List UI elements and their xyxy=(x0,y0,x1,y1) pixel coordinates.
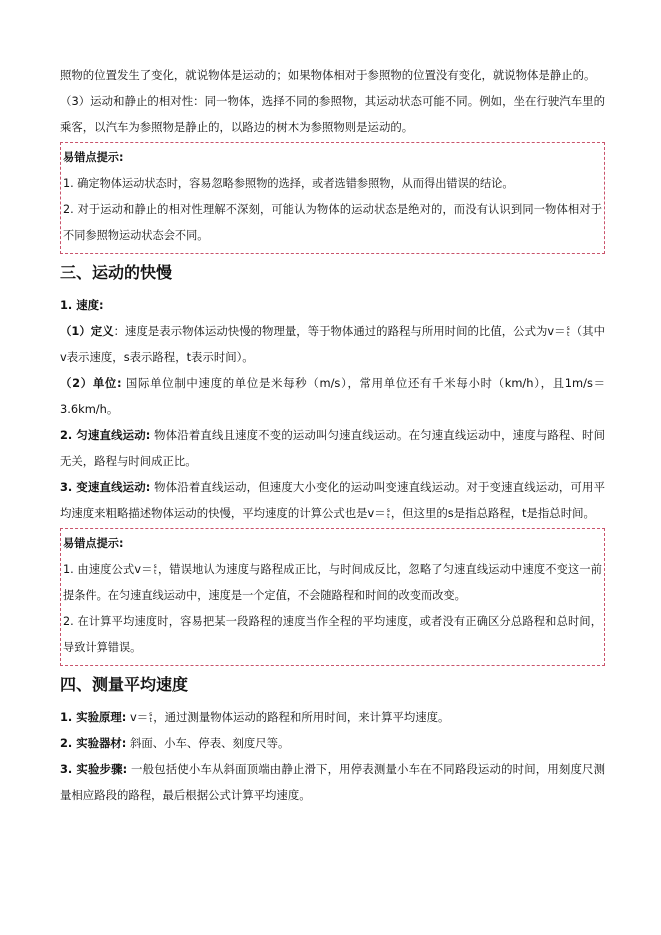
speed-heading xyxy=(60,292,605,318)
tip-formula-fraction xyxy=(154,564,157,576)
experiment-steps xyxy=(60,756,605,808)
intro-line: 照物的位置发生了变化，就说物体是运动的；如果物体相对于参照物的位置没有变化，就说物体是静止的。 xyxy=(60,68,596,82)
speed-heading-label: 1. 速度: xyxy=(60,298,104,312)
relativity-point: （3）运动和静止的相对性：同一物体，选择不同的参照物，其运动状态可能不同。例如，坐在行驶汽车里的乘客，以汽车为参照物是静止的，以路边的树木为参照物则是运动的。 xyxy=(60,94,605,134)
principle-text-a: v＝ xyxy=(126,710,149,724)
definition-text-a: ：速度是表示物体运动快慢的物理量，等于物体通过的路程与所用时间的比值，公式为v＝ xyxy=(113,324,566,338)
experiment-principle xyxy=(60,704,605,730)
speed-definition xyxy=(60,318,605,370)
error-tips-box-2 xyxy=(60,528,605,666)
fraction-denominator: t xyxy=(566,330,570,338)
principle-label: 1. 实验原理: xyxy=(60,710,127,724)
fraction-numerator: s xyxy=(153,563,157,570)
tip-text-a: 1. 由速度公式v＝ xyxy=(63,563,153,576)
error-tips-box-1 xyxy=(60,142,605,254)
error-tip-item: 1. 确定物体运动状态时，容易忽略参照物的选择，或者选错参照物，从而得出错误的结论。 xyxy=(63,177,514,190)
error-tips-title: 易错点提示: xyxy=(63,537,124,550)
fraction-denominator: t xyxy=(387,512,390,520)
uniform-motion xyxy=(60,422,605,474)
fraction-numerator: s xyxy=(149,710,153,718)
steps-text: 一般包括使小车从斜面顶端由静止滑下，用停表测量小车在不同路段运动的时间，用刻度尺测量相应路段的路程，最后根据公式计算平均速度。 xyxy=(60,762,606,802)
variable-text-b: ，但这里的s是指总路程，t是指总时间。 xyxy=(390,506,595,520)
definition-text-b: （其中v表示速度，s表示路程，t表示时间）。 xyxy=(60,324,605,364)
definition-label: （1）定义 xyxy=(60,324,114,338)
error-tip-item: 2. 对于运动和静止的相对性理解不深刻，可能认为物体的运动状态是绝对的，而没有认识到同一物体相对于不同参照物运动状态会不同。 xyxy=(63,203,602,242)
equipment-text: 斜面、小车、停表、刻度尺等。 xyxy=(126,736,290,750)
section-heading-speed: 三、运动的快慢 xyxy=(60,263,173,282)
uniform-label: 2. 匀速直线运动: xyxy=(60,428,151,442)
steps-label: 3. 实验步骤: xyxy=(60,762,128,776)
document-page xyxy=(60,62,605,808)
variable-text-a: 物体沿着直线运动，但速度大小变化的运动叫变速直线运动。对于变速直线运动，可用平均速度来粗略描述物体运动的快慢，平均速度的计算公式也是v＝ xyxy=(60,480,605,520)
tip-text-b: ，错误地认为速度与路程成正比，与时间成反比，忽略了匀速直线运动中速度不变这一前提条件。在匀速直线运动中，速度是一个定值，不会随路程和时间的改变而改变。 xyxy=(63,563,602,602)
experiment-equipment xyxy=(60,730,605,756)
variable-motion xyxy=(60,474,605,526)
fraction-numerator: s xyxy=(386,506,390,514)
uniform-text: 物体沿着直线且速度不变的运动叫匀速直线运动。在匀速直线运动中，速度与路程、时间无关，路程与时间成正比。 xyxy=(60,428,605,468)
error-tip-item xyxy=(63,557,602,609)
variable-label: 3. 变速直线运动: xyxy=(60,480,151,494)
principle-text-b: ，通过测量物体运动的路程和所用时间，来计算平均速度。 xyxy=(153,710,450,724)
principle-formula-fraction xyxy=(149,712,152,724)
fraction-denominator: t xyxy=(154,569,157,576)
speed-formula-fraction xyxy=(567,326,570,338)
error-tip-item: 2. 在计算平均速度时，容易把某一段路程的速度当作全程的平均速度，或者没有正确区分总路程和总时间，导致计算错误。 xyxy=(63,615,602,654)
speed-unit xyxy=(60,370,605,422)
unit-text: 国际单位制中速度的单位是米每秒（m/s），常用单位还有千米每小时（km/h），且1m/s＝3.6km/h。 xyxy=(60,376,605,416)
unit-label: （2）单位: xyxy=(60,376,122,390)
fraction-denominator: t xyxy=(149,716,152,724)
error-tips-title: 易错点提示: xyxy=(63,151,124,164)
section-heading-measure: 四、测量平均速度 xyxy=(60,675,189,694)
fraction-numerator: s xyxy=(566,324,570,332)
equipment-label: 2. 实验器材: xyxy=(60,736,127,750)
average-speed-formula-fraction xyxy=(387,508,390,520)
